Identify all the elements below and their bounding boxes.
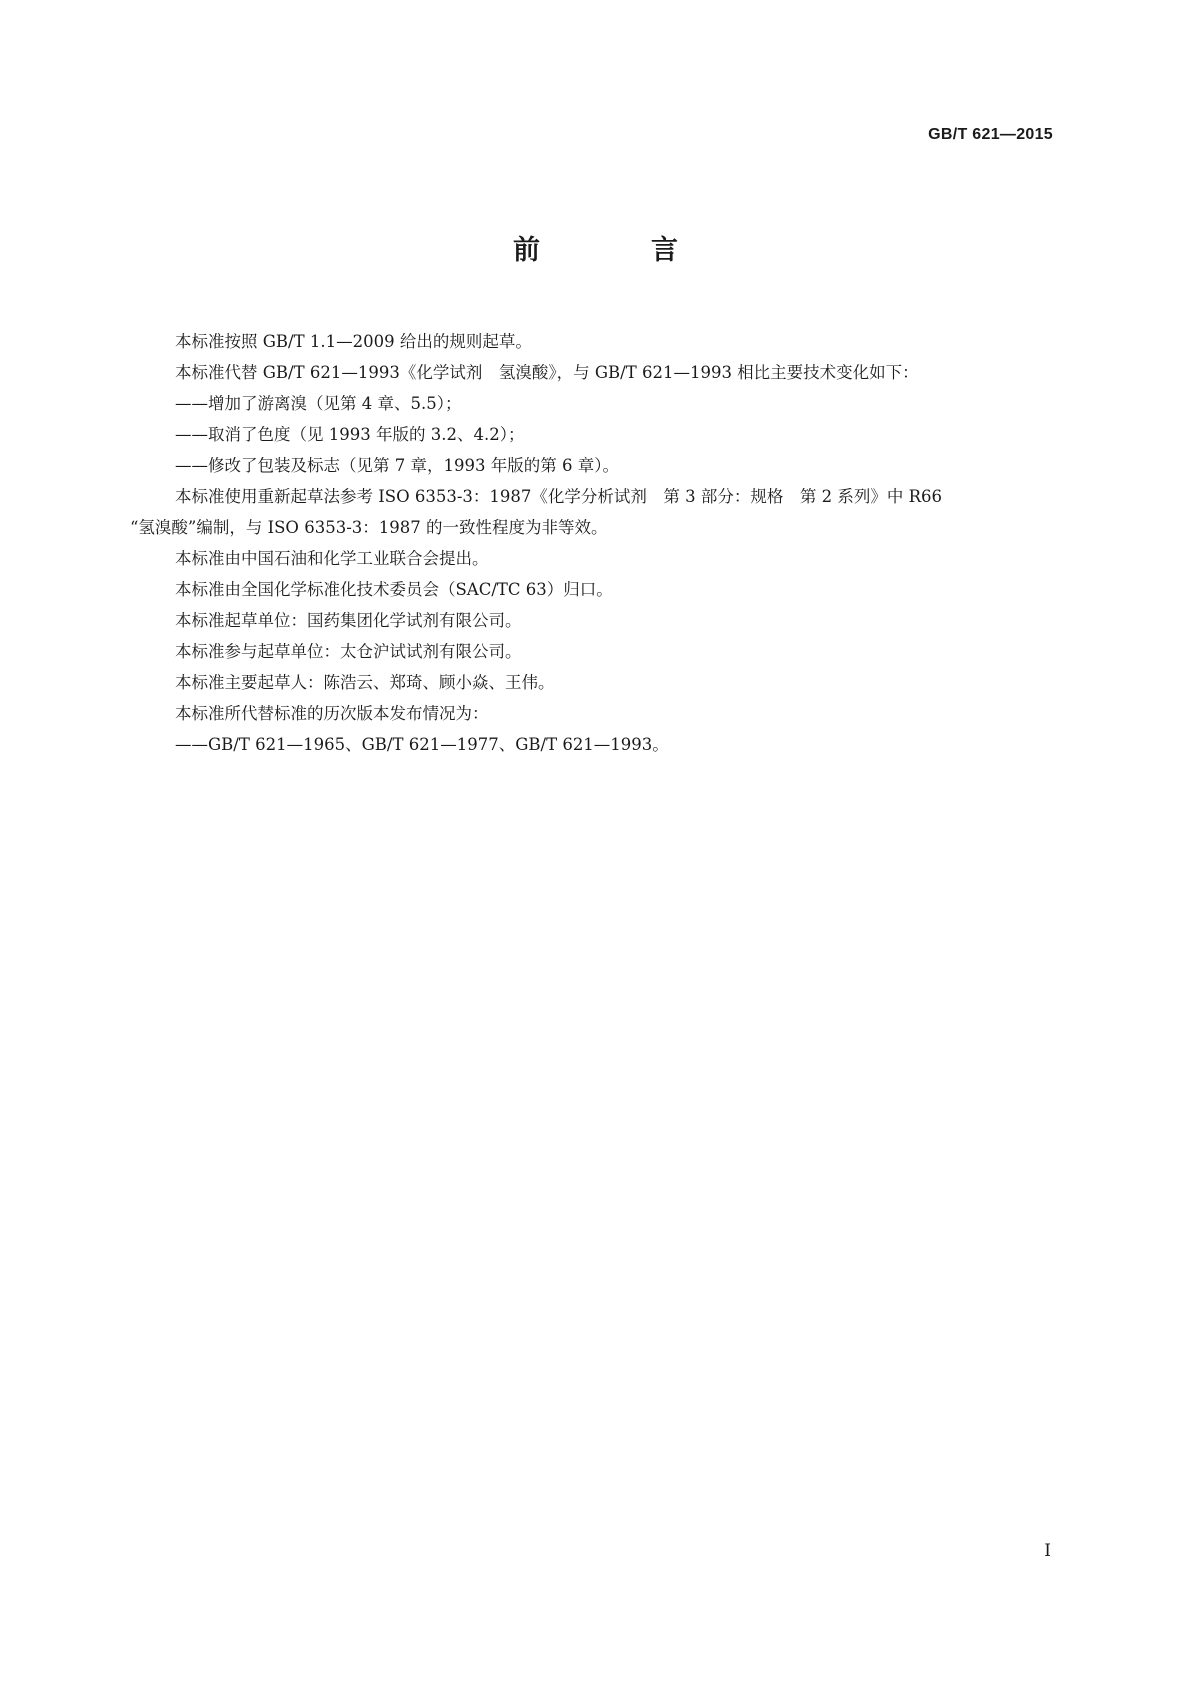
paragraph-drafting-unit: 本标准起草单位：国药集团化学试剂有限公司。 bbox=[175, 611, 522, 630]
page-number: I bbox=[1044, 1541, 1051, 1561]
paragraph-under-jurisdiction: 本标准由全国化学标准化技术委员会（SAC/TC 63）归口。 bbox=[175, 580, 613, 599]
paragraph-participating-unit: 本标准参与起草单位：太仓沪试试剂有限公司。 bbox=[175, 642, 522, 661]
paragraph-proposed-by: 本标准由中国石油和化学工业联合会提出。 bbox=[175, 549, 489, 568]
paragraph-iso-reference: 本标准使用重新起草法参考 ISO 6353-3：1987《化学分析试剂 第 3 部分：规格 第 2 系列》中 R66 bbox=[175, 487, 943, 506]
change-item-color: ——取消了色度（见 1993 年版的 3.2、4.2）； bbox=[175, 425, 525, 444]
paragraph-main-drafters: 本标准主要起草人：陈浩云、郑琦、顾小焱、王伟。 bbox=[175, 673, 555, 692]
change-item-free-bromine: ——增加了游离溴（见第 4 章、5.5）； bbox=[175, 394, 462, 413]
paragraph-drafting-rules: 本标准按照 GB/T 1.1—2009 给出的规则起草。 bbox=[175, 332, 532, 351]
page-title: 前 言 bbox=[513, 235, 720, 266]
previous-editions-list: ——GB/T 621—1965、GB/T 621—1977、GB/T 621—1993。 bbox=[175, 735, 669, 754]
paragraph-previous-editions: 本标准所代替标准的历次版本发布情况为： bbox=[175, 704, 489, 723]
change-item-packaging: ——修改了包装及标志（见第 7 章，1993 年版的第 6 章）。 bbox=[175, 456, 619, 475]
paragraph-iso-reference-cont: “氢溴酸”编制，与 ISO 6353-3：1987 的一致性程度为非等效。 bbox=[130, 518, 608, 537]
standard-code-header: GB/T 621—2015 bbox=[928, 126, 1053, 143]
paragraph-replaces: 本标准代替 GB/T 621—1993《化学试剂 氢溴酸》，与 GB/T 621—1993 相比主要技术变化如下： bbox=[175, 363, 919, 382]
foreword-body bbox=[130, 326, 1060, 760]
